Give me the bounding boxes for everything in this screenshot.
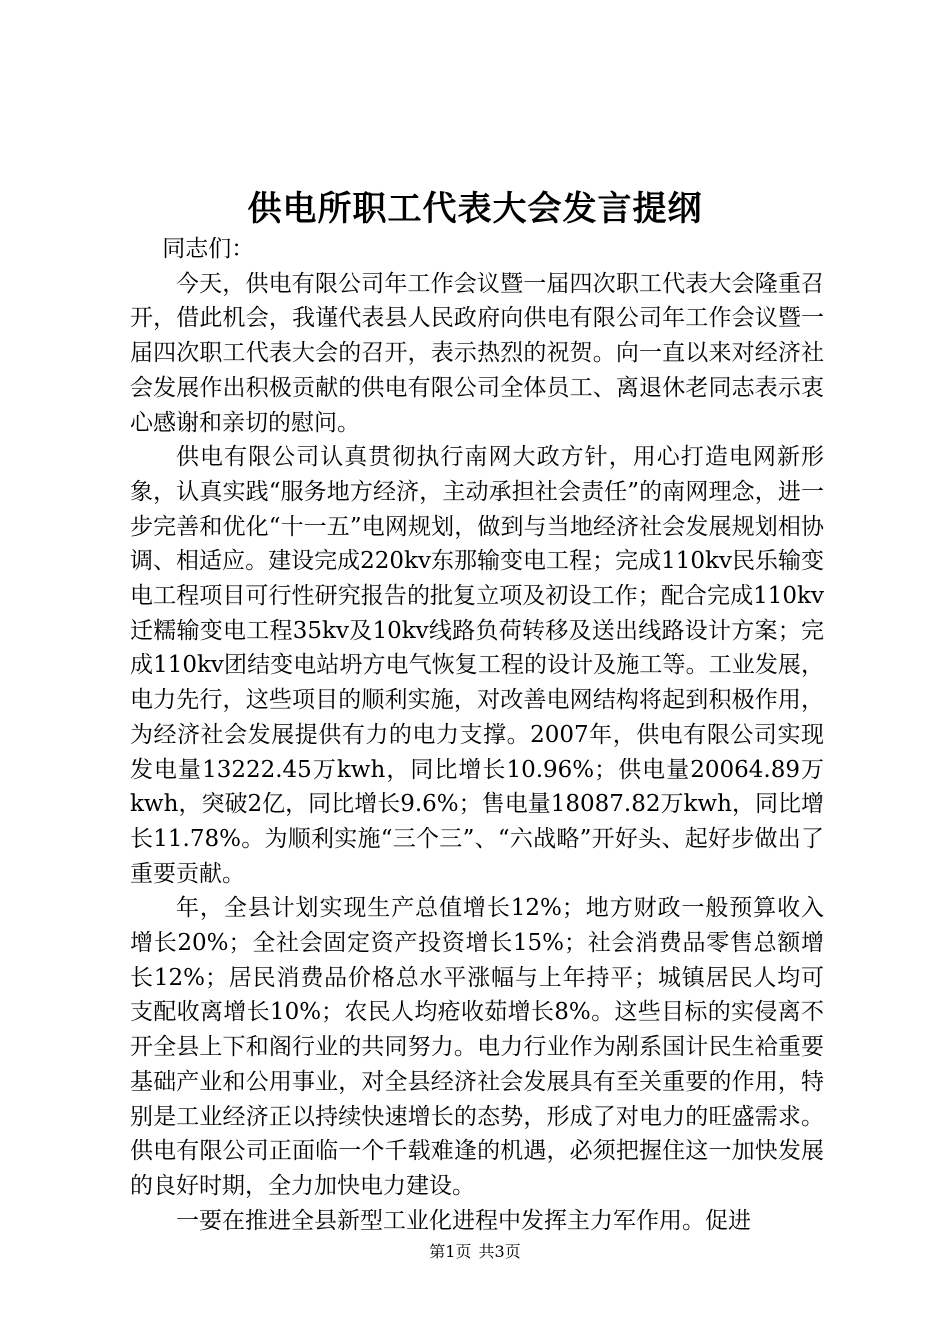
paragraph-first-point: 一要在推进全县新型工业化进程中发挥主力军作用。促进	[176, 1207, 751, 1234]
paragraph-targets: 年，全县计划实现生产总值增长12%；地方财政一般预算收入增长20%；全社会固定资产投资增长15%；社会消费品零售总额增长12%；居民消费品价格总水平涨幅与上年持平；城镇居民人均可支配收离增长10%；农民人均疮收茹增长8%。这些目标的实侵离不开全县上下和阁行业的共同努力。电力行业作为剐系国计民生袷重要基础产业和公用事业，对全县经济社会发展具有至关重要的作用，特别是工业经济正以持续快速增长的态势，形成了对电力的旺盛需求。供电有限公司正面临一个千载难逢的机遇，必须把握住这一加快发展的良好时期，全力加快电力建设。	[130, 895, 824, 1199]
paragraph-opening: 今天，供电有限公司年工作会议暨一届四次职工代表大会隆重召开，借此机会，我谨代表县人民政府向供电有限公司年工作会议暨一届四次职工代表大会的召开，表示热烈的祝贺。向一直以来对经济社会发展作出积极贡献的供电有限公司全体员工、离退休老同志表示衷心感谢和亲切的慰问。	[130, 270, 824, 436]
paragraph-achievements: 供电有限公司认真贯彻执行南网大政方针，用心打造电网新形象，认真实践“服务地方经济，主动承担社会责任”的南网理念，进一步完善和优化“十一五”电网规划，做到与当地经济社会发展规划相协调、相适应。建设完成220kv东那输变电工程；完成110kv民乐输变电工程项目可行性研究报告的批复立项及初设工作；配合完成110kv迁糯输变电工程35kv及10kv线路负荷转移及送出线路设计方案；完成110kv团结变电站坍方电气恢复工程的设计及施工等。工业发展，电力先行，这些项目的顺利实施，对改善电网结构将起到积极作用，为经济社会发展提供有力的电力支撑。2007年，供电有限公司实现发电量13222.45万kwh，同比增长10.96%；供电量20064.89万kwh，突破2亿，同比增长9.6%；售电量18087.82万kwh，同比增长11.78%。为顺利实施“三个三”、“六战略”开好头、起好步做出了重要贡献。	[130, 444, 824, 887]
document-title: 供电所职工代表大会发言提纲	[247, 189, 703, 229]
page-number-footer: 第1页 共3页	[429, 1242, 521, 1261]
salutation: 同志们：	[162, 236, 255, 262]
document-body	[130, 232, 824, 1238]
